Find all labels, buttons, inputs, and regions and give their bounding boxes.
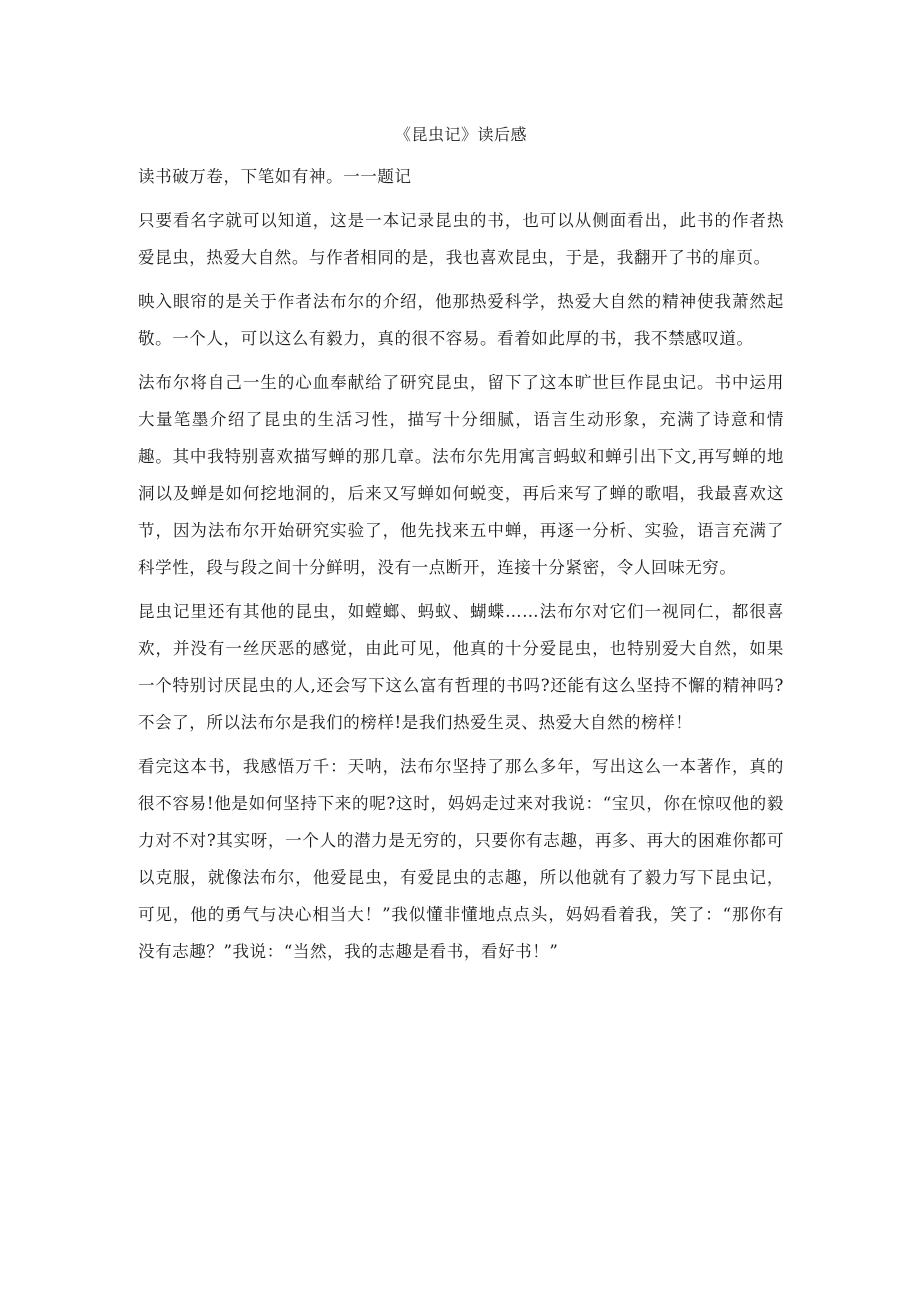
paragraph-other-insects: 昆虫记里还有其他的昆虫，如螳螂、蚂蚁、蝴蝶……法布尔对它们一视同仁，都很喜欢，并没有一丝厌恶的感觉，由此可见，他真的十分爱昆虫，也特别爱大自然，如果一个特别讨厌昆虫的人,还会写下这么富有哲理的书吗?还能有这么坚持不懈的精神吗?不会了，所以法布尔是我们的榜样!是我们热爱生灵、热爱大自然的榜样！ <box>138 602 784 732</box>
paragraph-epigraph: 读书破万卷，下笔如有神。一一题记 <box>138 167 412 186</box>
paragraph-reflection: 看完这本书，我感悟万千：天呐，法布尔坚持了那么多年，写出这么一本著作，真的很不容易!他是如何坚持下来的呢?这时，妈妈走过来对我说：“宝贝，你在惊叹他的毅力对不对?其实呀，一个人的潜力是无穷的，只要你有志趣，再多、再大的困难你都可以克服，就像法布尔，他爱昆虫，有爱昆虫的志趣，所以他就有了毅力写下昆虫记，可见，他的勇气与决心相当大！”我似懂非懂地点点头，妈妈看着我，笑了：“那你有没有志趣？”我说：“当然，我的志趣是看书，看好书！” <box>138 757 784 961</box>
document-body <box>138 118 784 977</box>
paragraph-intro: 只要看名字就可以知道，这是一本记录昆虫的书，也可以从侧面看出，此书的作者热爱昆虫，热爱大自然。与作者相同的是，我也喜欢昆虫，于是，我翻开了书的扉页。 <box>138 211 784 267</box>
paragraph-author: 映入眼帘的是关于作者法布尔的介绍，他那热爱科学，热爱大自然的精神使我萧然起敬。一个人，可以这么有毅力，真的很不容易。看着如此厚的书，我不禁感叹道。 <box>138 292 784 348</box>
document-title: 《昆虫记》读后感 <box>394 125 527 144</box>
paragraph-cicada: 法布尔将自己一生的心血奉献给了研究昆虫，留下了这本旷世巨作昆虫记。书中运用大量笔墨介绍了昆虫的生活习性，描写十分细腻，语言生动形象，充满了诗意和情趣。其中我特别喜欢描写蝉的那几章。法布尔先用寓言蚂蚁和蝉引出下文,再写蝉的地洞以及蝉是如何挖地洞的，后来又写蝉如何蜕变，再后来写了蝉的歌唱，我最喜欢这节，因为法布尔开始研究实验了，他先找来五中蝉，再逐一分析、实验，语言充满了科学性，段与段之间十分鲜明，没有一点断开，连接十分紧密，令人回味无穷。 <box>138 373 784 577</box>
